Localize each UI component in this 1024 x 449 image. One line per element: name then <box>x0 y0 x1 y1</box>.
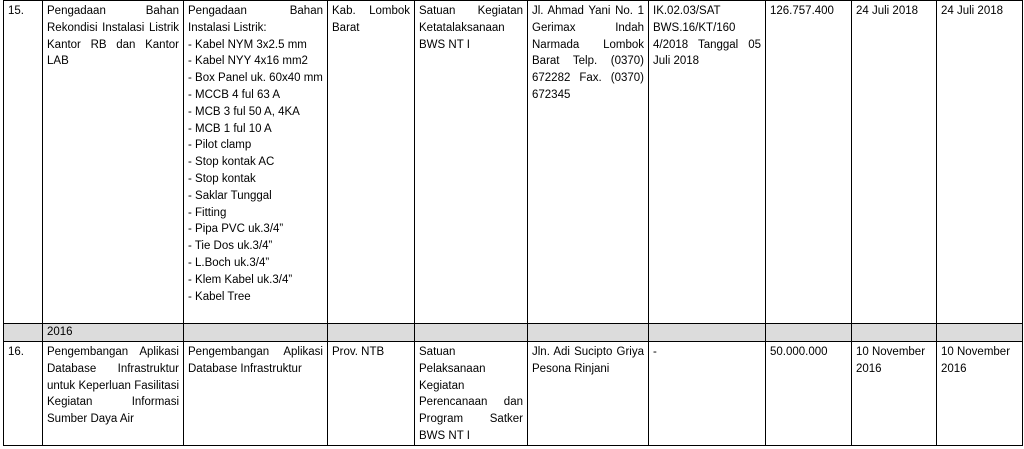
list-item: - Pilot clamp <box>188 139 252 152</box>
work-description <box>184 1 328 324</box>
list-item: - MCCB 4 ful 63 A <box>188 88 281 101</box>
work-title: Pengadaan Bahan Instalasi Listrik: <box>188 5 323 34</box>
list-item: - Kabel Tree <box>188 290 251 303</box>
row-number: 15. <box>4 1 43 324</box>
work-description: Pengembangan Aplikasi Database Infrastruktur <box>184 342 328 446</box>
contract-value: 50.000.000 <box>766 342 852 446</box>
list-item: - Kabel NYY 4x16 mm2 <box>188 55 308 68</box>
project-name: Pengadaan Bahan Rekondisi Instalasi Listrik Kantor RB dan Kantor LAB <box>43 1 184 324</box>
table-row <box>4 1 1023 324</box>
list-item: - Fitting <box>188 206 227 219</box>
list-item: - Stop kontak AC <box>188 156 275 169</box>
contract-table <box>3 0 1023 446</box>
contract-number: IK.02.03/SAT BWS.16/KT/160 4/2018 Tanggal 05 Juli 2018 <box>649 1 766 324</box>
location: Kab. Lombok Barat <box>328 1 415 324</box>
year-row <box>4 324 1023 342</box>
project-name: Pengembangan Aplikasi Database Infrastruktur untuk Keperluan Fasilitasi Kegiatan Informasi Sumber Daya Air <box>43 342 184 446</box>
list-item: - Saklar Tunggal <box>188 189 272 202</box>
row-number: 16. <box>4 342 43 446</box>
address: Jl. Ahmad Yani No. 1 Gerimax Indah Narmada Lombok Barat Telp. (0370) 672282 Fax. (0370) 672345 <box>528 1 649 324</box>
table-row <box>4 342 1023 446</box>
end-date: 24 Juli 2018 <box>937 1 1023 324</box>
agency: Satuan Kegiatan Ketatalaksanaan BWS NT I <box>415 1 528 324</box>
end-date: 10 November 2016 <box>937 342 1023 446</box>
year-label: 2016 <box>43 324 184 342</box>
start-date: 24 Juli 2018 <box>852 1 937 324</box>
list-item: - L.Boch uk.3/4” <box>188 256 270 269</box>
materials-list <box>188 37 323 306</box>
address: Jln. Adi Sucipto Griya Pesona Rinjani <box>528 342 649 446</box>
list-item: - Kabel NYM 3x2.5 mm <box>188 38 307 51</box>
location: Prov. NTB <box>328 342 415 446</box>
list-item: - Klem Kabel uk.3/4” <box>188 273 293 286</box>
contract-number: - <box>649 342 766 446</box>
list-item: - Tie Dos uk.3/4” <box>188 240 273 253</box>
start-date: 10 November 2016 <box>852 342 937 446</box>
list-item: - Box Panel uk. 60x40 mm <box>188 72 323 85</box>
list-item: - MCB 1 ful 10 A <box>188 122 272 135</box>
list-item: - Pipa PVC uk.3/4” <box>188 223 284 236</box>
list-item: - MCB 3 ful 50 A, 4KA <box>188 105 300 118</box>
list-item: - Stop kontak <box>188 172 256 185</box>
agency: Satuan Pelaksanaan Kegiatan Perencanaan dan Program Satker BWS NT I <box>415 342 528 446</box>
contract-value: 126.757.400 <box>766 1 852 324</box>
